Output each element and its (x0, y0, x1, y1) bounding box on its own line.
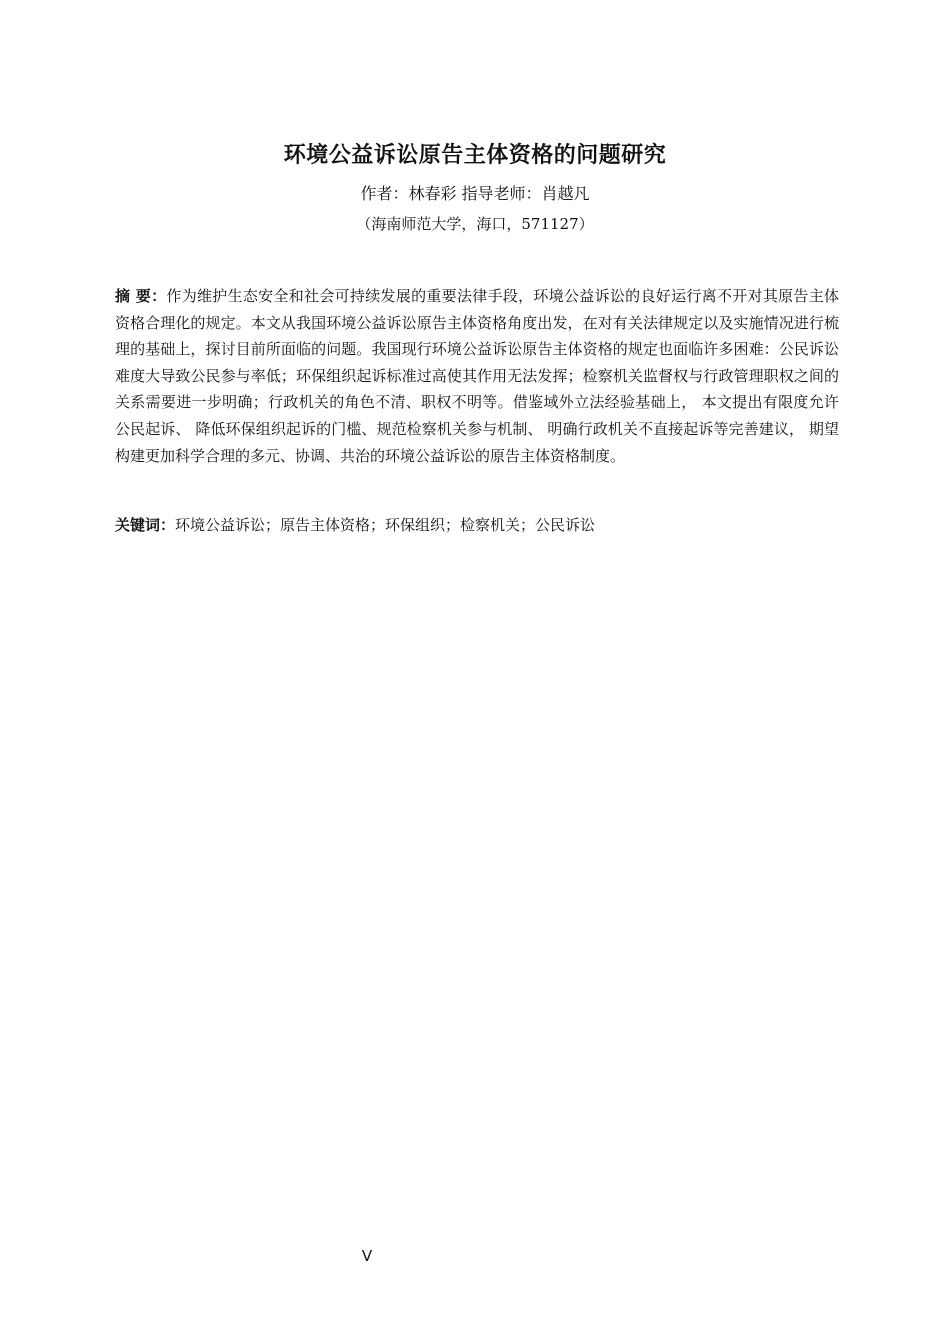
abstract-paragraph (115, 283, 839, 469)
affiliation-line: （海南师范大学，海口，571127） (356, 215, 594, 233)
keywords-text: 环境公益诉讼；原告主体资格；环保组织；检察机关；公民诉讼 (175, 516, 596, 534)
author-line: 作者：林春彩 指导老师：肖越凡 (360, 184, 590, 203)
abstract-text: 作为维护生态安全和社会可持续发展的重要法律手段，环境公益诉讼的良好运行离不开对其原告主体资格合理化的规定。本文从我国环境公益诉讼原告主体资格角度出发，在对有关法律规定以及实施情况进行梳理的基础上，探讨目前所面临的问题。我国现行环境公益诉讼原告主体资格的规定也面临许多困难：公民诉讼难度大导致公民参与率低；环保组织起诉标准过高使其作用无法发挥；检察机关监督权与行政管理职权之间的关系需要进一步明确；行政机关的角色不清、职权不明等。借鉴域外立法经验基础上， 本文提出有限度允许公民起诉、 降低环保组织起诉的门槛、规范检察机关参与机制、 明确行政机关不直接起诉等完善建议， 期望构建更加科学合理的多元、协调、共治的环境公益诉讼的原告主体资格制度。 (115, 287, 839, 465)
keywords-paragraph (115, 513, 839, 537)
paper-title: 环境公益诉讼原告主体资格的问题研究 (283, 143, 667, 168)
abstract-label: 摘 要： (115, 287, 167, 305)
page-number: V (361, 1247, 373, 1265)
keywords-label: 关键词： (115, 516, 176, 534)
